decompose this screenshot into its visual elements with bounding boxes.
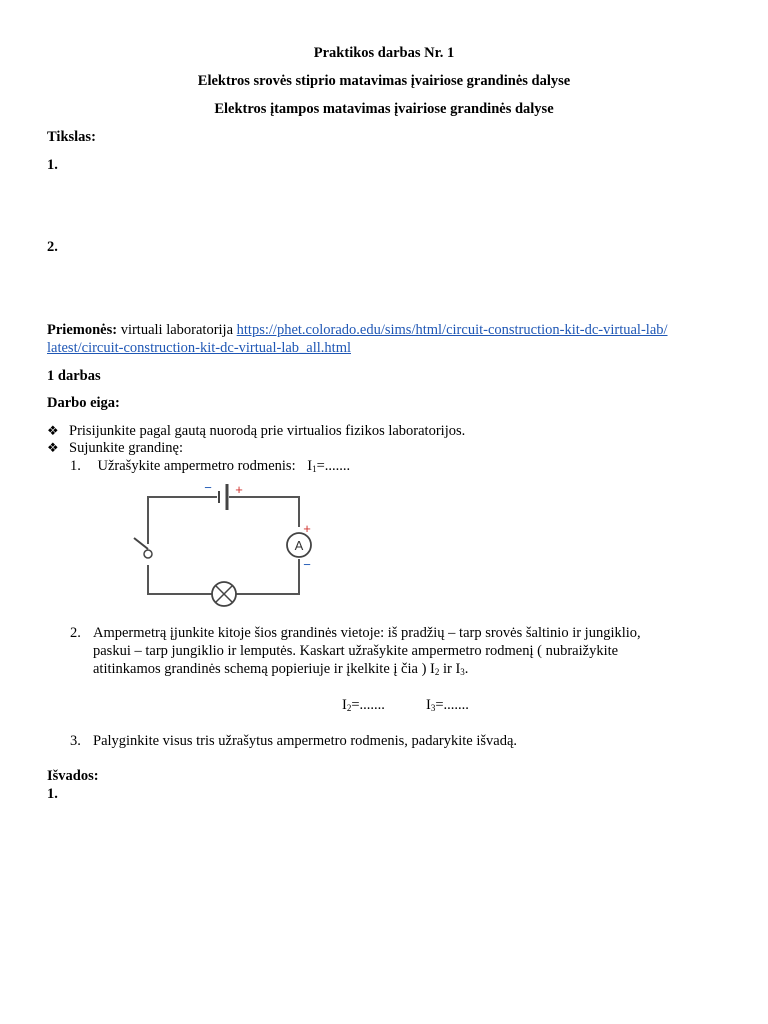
wire-top-left xyxy=(148,497,217,544)
step-1-variable: I xyxy=(307,458,313,474)
lamp-icon xyxy=(212,582,236,606)
goal-label: Tikslas: xyxy=(47,129,96,145)
step-1 xyxy=(70,457,350,475)
ammeter-icon xyxy=(287,533,311,557)
tools-text: virtuali laboratorija xyxy=(120,322,234,338)
i3-blank-field: $I_3=$....... xyxy=(426,697,469,713)
ammeter-minus-sign: − xyxy=(303,557,311,572)
switch-icon xyxy=(134,538,152,558)
step-1-number: 1. xyxy=(70,458,81,474)
circuit-diagram xyxy=(128,480,328,608)
step-1-subscript: 1 xyxy=(312,464,317,474)
step-2-line-1: Ampermetrą įjunkite kitoje šios grandinės vietoje: iš pradžių – tarp srovės šaltinio ir jungiklio, xyxy=(93,625,641,641)
bullet-item xyxy=(47,439,183,457)
i2-blank-field: $I_2=$....... xyxy=(342,697,385,713)
diamond-bullet-icon: ❖ xyxy=(47,440,59,455)
document-title: Praktikos darbas Nr. 1 xyxy=(313,45,455,61)
ammeter-label: A xyxy=(294,538,304,553)
diamond-bullet-icon: ❖ xyxy=(47,423,59,438)
step-3-number: 3. xyxy=(70,733,81,749)
step-2-line-2: paskui – tarp jungiklio ir lemputės. Kaskart užrašykite ampermetro rodmenį ( nubraižykite xyxy=(93,643,619,659)
bullet-text: Prisijunkite pagal gautą nuorodą prie virtualios fizikos laboratorijos. xyxy=(69,423,466,439)
conclusions-item-1: 1. xyxy=(47,786,58,802)
wire-bottom-left xyxy=(148,565,212,594)
ammeter-plus-sign: + xyxy=(303,521,311,536)
battery-icon xyxy=(219,484,227,510)
tools-label: Priemonės: xyxy=(47,322,118,338)
step-2-number: 2. xyxy=(70,625,81,641)
bullet-text: Sujunkite grandinę: xyxy=(69,440,183,456)
circuit-wires xyxy=(148,497,299,594)
step-1-blank: =....... xyxy=(316,458,351,474)
work-steps-label: Darbo eiga: xyxy=(47,395,120,411)
step-1-text: Užrašykite ampermetro rodmenis: xyxy=(97,458,296,474)
wire-right-bottom xyxy=(236,559,299,594)
document-subtitle-current: Elektros srovės stiprio matavimas įvairiose grandinės dalyse xyxy=(197,73,571,89)
wire-top-right xyxy=(229,497,299,527)
battery-plus-sign: + xyxy=(235,482,243,497)
goal-item-1: 1. xyxy=(47,157,58,173)
lab-link-line-2[interactable]: latest/circuit-construction-kit-dc-virtual-lab_all.html xyxy=(47,340,351,356)
tools-link-continuation xyxy=(47,339,351,357)
bullet-item xyxy=(47,422,465,440)
conclusions-label: Išvados: xyxy=(47,768,99,784)
step-3-text: Palyginkite visus tris užrašytus ampermetro rodmenis, padarykite išvadą. xyxy=(93,733,518,749)
work-title: 1 darbas xyxy=(47,368,101,384)
goal-item-2: 2. xyxy=(47,239,58,255)
battery-minus-sign: − xyxy=(204,480,212,495)
step-2-line-3: atitinkamos grandinės schemą popieriuje ir įkelkite į čia ) $I_2$ ir $I_3$. xyxy=(93,661,469,677)
document-subtitle-voltage: Elektros įtampos matavimas įvairiose grandinės dalyse xyxy=(214,101,554,117)
lab-link-line-1[interactable]: https://phet.colorado.edu/sims/html/circuit-construction-kit-dc-virtual-lab/ xyxy=(236,322,668,338)
tools-paragraph xyxy=(47,321,747,339)
